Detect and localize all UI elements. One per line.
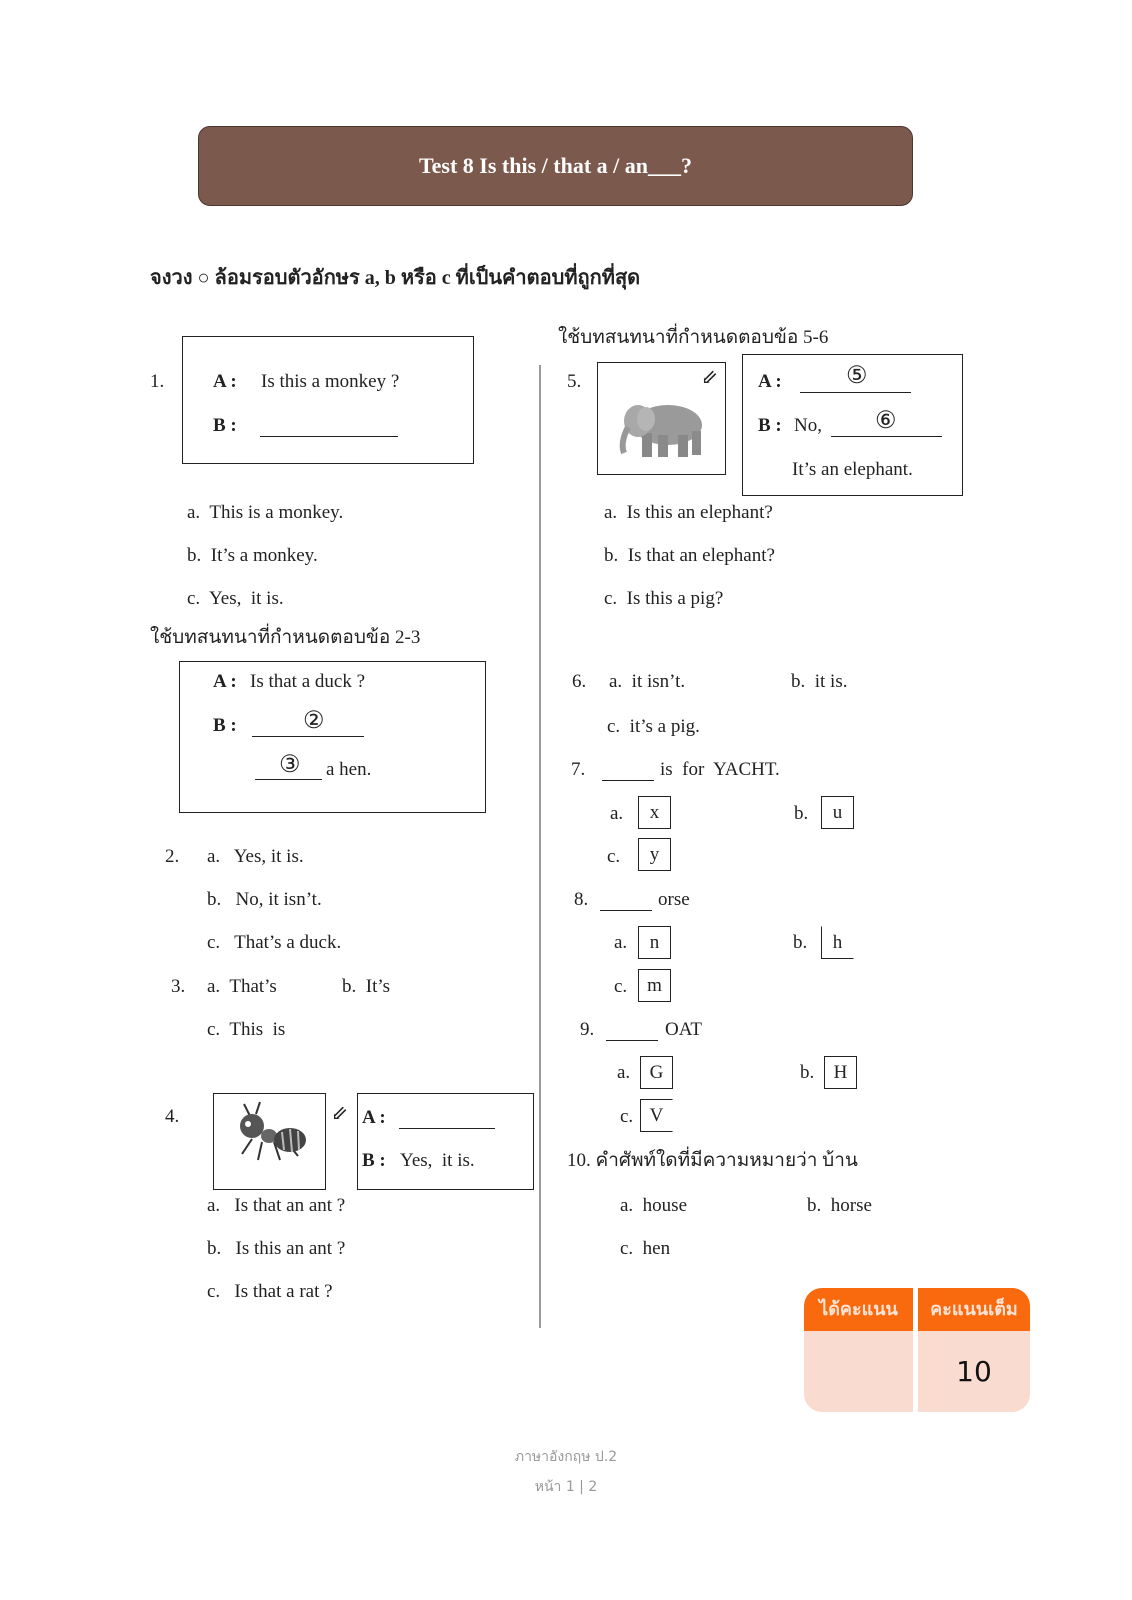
q1-option-a[interactable]: a. This is a monkey. (187, 502, 344, 523)
q7-number: 7. (571, 759, 586, 780)
ant-icon (214, 1094, 324, 1188)
q8-option-c[interactable]: m (638, 969, 671, 1002)
blank-6-marker: ⑥ (875, 408, 897, 434)
q4-option-b[interactable]: b. Is this an ant ? (207, 1238, 346, 1259)
q10-option-b[interactable]: b. horse (807, 1195, 872, 1216)
q5-option-b[interactable]: b. Is that an elephant? (604, 545, 775, 566)
q6-number: 6. (572, 671, 587, 692)
dialog23-b-label: B : (213, 715, 237, 736)
q7-option-b[interactable]: u (821, 796, 854, 829)
dialog56-a-label: A : (758, 371, 782, 392)
q5-option-a[interactable]: a. Is this an elephant? (604, 502, 773, 523)
pointing-arrow-icon: ⇙ (701, 367, 718, 389)
blank-6-line (831, 436, 942, 437)
blank-2-marker: ② (303, 708, 325, 734)
q8-label-c: c. (614, 976, 628, 997)
blank-3-line (255, 779, 322, 780)
q9-blank (606, 1040, 658, 1041)
q4-option-c[interactable]: c. Is that a rat ? (207, 1281, 333, 1302)
q3-option-b[interactable]: b. It’s (342, 976, 391, 997)
dialog56-b-text: No, (794, 415, 822, 436)
q4-b-label: B : (362, 1150, 386, 1171)
q6-option-b[interactable]: b. it is. (791, 671, 848, 692)
dialog23-heading: ใช้บทสนทนาที่กำหนดตอบข้อ 2-3 (150, 627, 421, 648)
q9-option-b[interactable]: H (824, 1056, 857, 1089)
q9-text: OAT (665, 1019, 702, 1040)
blank-2-line (252, 736, 364, 737)
q2-option-c[interactable]: c. That’s a duck. (207, 932, 342, 953)
footer-subject: ภาษาอังกฤษ ป.2 (514, 1449, 618, 1465)
q4-a-label: A : (362, 1107, 386, 1128)
q8-option-a[interactable]: n (638, 926, 671, 959)
q1-option-c[interactable]: c. Yes, it is. (187, 588, 284, 609)
q1-answer-blank (260, 436, 398, 437)
q9-label-b: b. (800, 1062, 815, 1083)
q10-option-a[interactable]: a. house (620, 1195, 688, 1216)
test-title: Test 8 Is this / that a / an___? (418, 153, 692, 178)
q8-label-b: b. (793, 932, 808, 953)
q9-label-c: c. (620, 1106, 634, 1127)
q7-option-a[interactable]: x (638, 796, 671, 829)
q3-option-a[interactable]: a. That’s (207, 976, 277, 997)
q4-a-blank (399, 1128, 495, 1129)
q8-text: orse (658, 889, 690, 910)
blank-5-marker: ⑤ (846, 363, 868, 389)
blank-5-line (800, 392, 911, 393)
dialog23-tail: a hen. (326, 759, 372, 780)
q1-number: 1. (150, 371, 165, 392)
q4-option-a[interactable]: a. Is that an ant ? (207, 1195, 346, 1216)
q3-number: 3. (171, 976, 186, 997)
score-full-cell (918, 1288, 1030, 1412)
q6-option-c[interactable]: c. it’s a pig. (607, 716, 700, 737)
q7-label-a: a. (610, 803, 624, 824)
instruction: จงวง ○ ล้อมรอบตัวอักษร a, b หรือ c ที่เป็นคำตอบที่ถูกที่สุด (150, 267, 641, 289)
score-obtained-cell (804, 1288, 913, 1412)
dialog23-a-text: Is that a duck ? (250, 671, 366, 692)
footer-page: หน้า 1 | 2 (534, 1479, 598, 1495)
q1-option-b[interactable]: b. It’s a monkey. (187, 545, 318, 566)
q5-option-c[interactable]: c. Is this a pig? (604, 588, 724, 609)
column-divider (539, 365, 541, 1328)
q8-option-b[interactable]: h (821, 926, 854, 959)
pointing-arrow-icon: ⇙ (331, 1103, 348, 1125)
ant-image (213, 1093, 326, 1190)
q1-a-text: Is this a monkey ? (261, 371, 400, 392)
q10-option-c[interactable]: c. hen (620, 1238, 671, 1259)
q6-option-a[interactable]: a. it isn’t. (609, 671, 686, 692)
q8-number: 8. (574, 889, 589, 910)
q10-question: 10. คำศัพท์ใดที่มีความหมายว่า บ้าน (567, 1150, 858, 1171)
q4-b-text: Yes, it is. (400, 1150, 475, 1171)
q1-dialog-box (182, 336, 474, 464)
q7-label-b: b. (794, 803, 809, 824)
q9-option-c[interactable]: V (640, 1099, 673, 1132)
q2-option-b[interactable]: b. No, it isn’t. (207, 889, 322, 910)
score-full-label: คะแนนเต็ม (918, 1288, 1030, 1331)
q7-text: is for YACHT. (660, 759, 780, 780)
q5-number: 5. (567, 371, 582, 392)
score-obtained-label: ได้คะแนน (804, 1288, 913, 1331)
q3-option-c[interactable]: c. This is (207, 1019, 286, 1040)
test-title-banner (198, 126, 913, 206)
q9-number: 9. (580, 1019, 595, 1040)
q8-blank (600, 910, 652, 911)
q2-number: 2. (165, 846, 180, 867)
q2-option-a[interactable]: a. Yes, it is. (207, 846, 304, 867)
q7-option-c[interactable]: y (638, 838, 671, 871)
blank-3-marker: ③ (279, 752, 301, 778)
dialog56-line3: It’s an elephant. (792, 459, 913, 480)
dialog56-b-label: B : (758, 415, 782, 436)
q9-label-a: a. (617, 1062, 631, 1083)
dialog23-a-label: A : (213, 671, 237, 692)
q1-b-label: B : (213, 415, 237, 436)
score-full-value: 10 (956, 1355, 992, 1388)
q7-label-c: c. (607, 846, 621, 867)
q8-label-a: a. (614, 932, 628, 953)
dialog56-heading: ใช้บทสนทนาที่กำหนดตอบข้อ 5-6 (558, 327, 829, 348)
q7-blank (602, 780, 654, 781)
q4-number: 4. (165, 1106, 180, 1127)
q1-a-label: A : (213, 371, 237, 392)
q9-option-a[interactable]: G (640, 1056, 673, 1089)
